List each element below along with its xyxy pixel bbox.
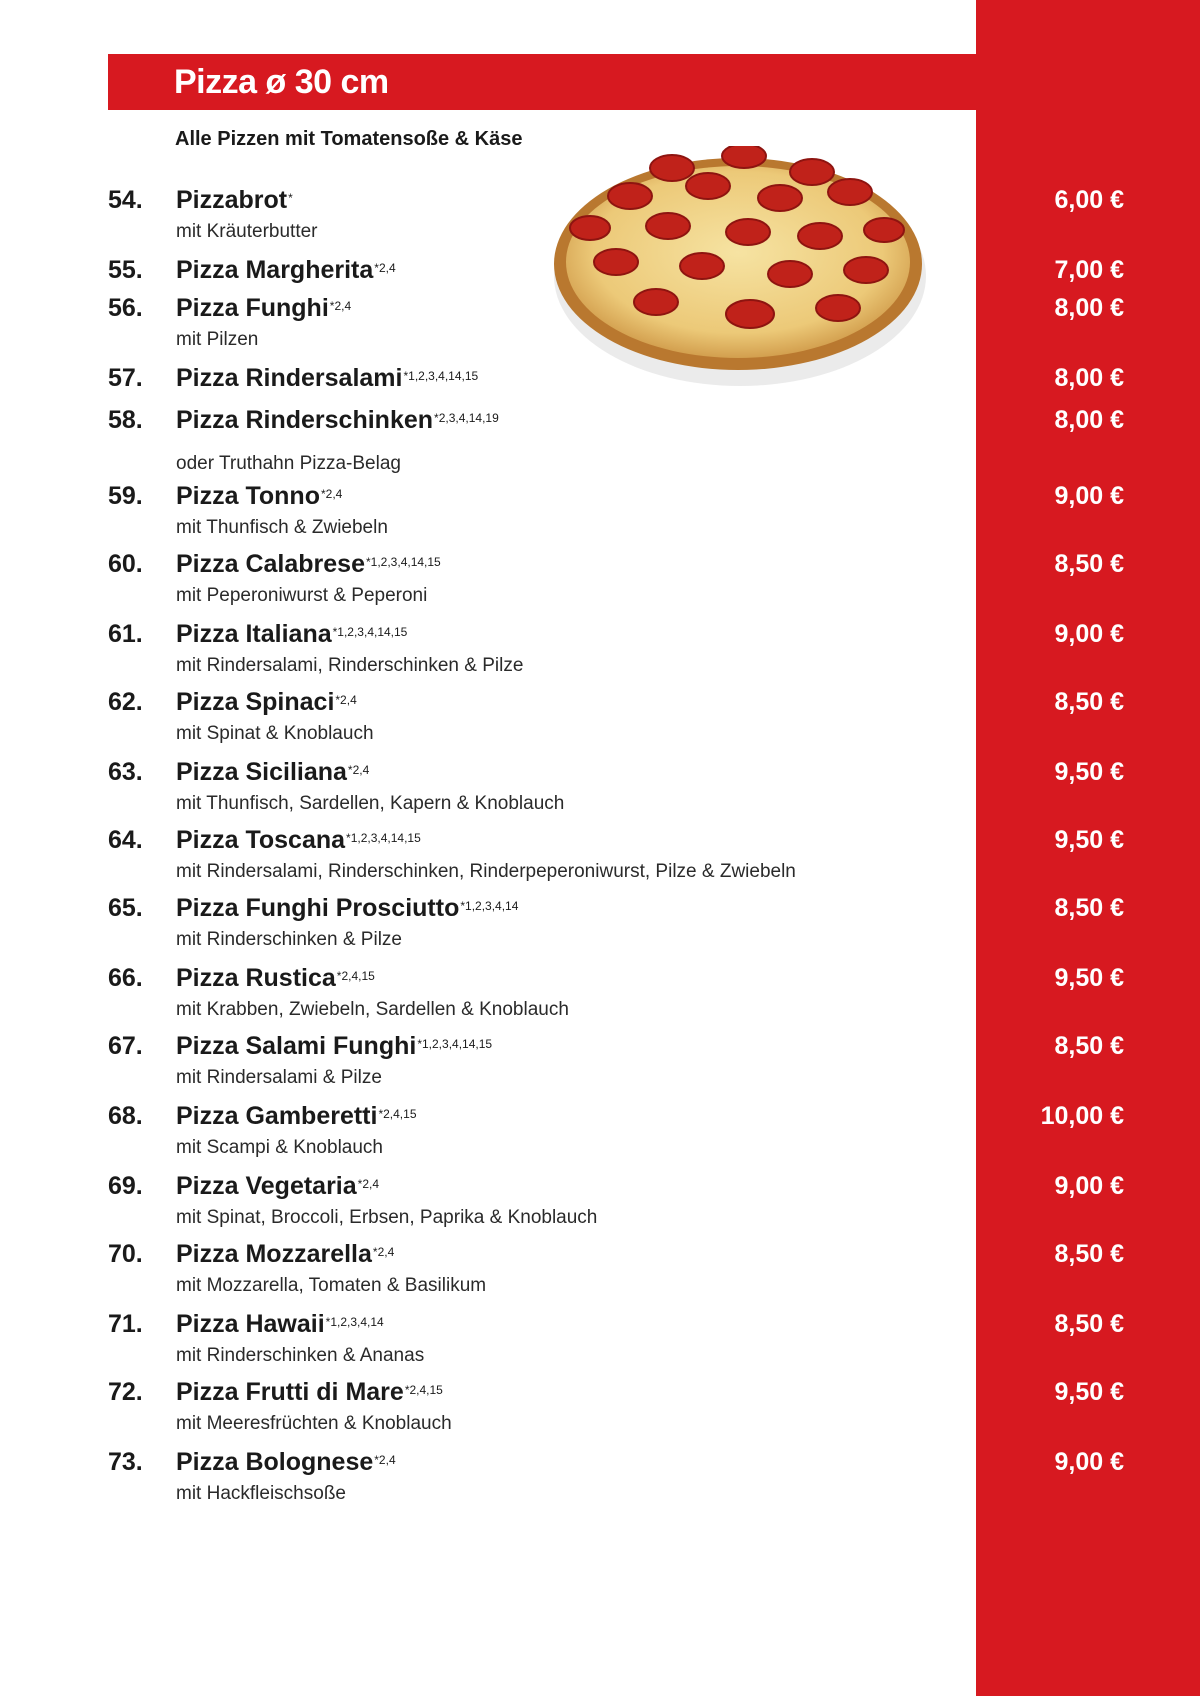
allergen-codes: *2,4 <box>357 1177 380 1191</box>
menu-item <box>0 1030 1200 1104</box>
item-name <box>176 824 421 856</box>
allergen-codes: * <box>288 191 293 205</box>
menu-item <box>0 548 1200 622</box>
item-description: mit Rindersalami, Rinderschinken, Rinderpeperoniwurst, Pilze & Zwiebeln <box>176 861 796 882</box>
item-name <box>176 892 518 924</box>
item-number: 60. <box>108 550 143 578</box>
item-number: 59. <box>108 482 143 510</box>
menu-item <box>0 756 1200 830</box>
item-name-text: Pizza Toscana <box>176 826 346 854</box>
item-name-text: Pizza Margherita <box>176 256 374 284</box>
item-name-text: Pizzabrot <box>176 186 288 214</box>
item-name <box>176 362 478 394</box>
item-name-text: Pizza Gamberetti <box>176 1102 378 1130</box>
item-number: 56. <box>108 294 143 322</box>
item-name-text: Pizza Funghi Prosciutto <box>176 894 460 922</box>
allergen-codes: *2,4,15 <box>404 1383 443 1397</box>
item-name <box>176 962 375 994</box>
item-name <box>176 184 293 216</box>
allergen-codes: *2,4 <box>329 299 352 313</box>
item-price: 8,50 € <box>1054 1240 1124 1268</box>
item-name-text: Pizza Hawaii <box>176 1310 325 1338</box>
allergen-codes: *2,3,4,14,19 <box>434 411 499 425</box>
item-price: 9,50 € <box>1054 758 1124 786</box>
item-name-text: Pizza Spinaci <box>176 688 335 716</box>
allergen-codes: *1,2,3,4,14,15 <box>346 831 421 845</box>
item-price: 9,00 € <box>1054 1448 1124 1476</box>
item-name-text: Pizza Vegetaria <box>176 1172 357 1200</box>
item-description: mit Thunfisch, Sardellen, Kapern & Knoblauch <box>176 793 565 814</box>
item-description: mit Pilzen <box>176 329 259 350</box>
item-price: 9,00 € <box>1054 1172 1124 1200</box>
item-number: 72. <box>108 1378 143 1406</box>
item-description: mit Spinat & Knoblauch <box>176 723 374 744</box>
menu-item <box>0 686 1200 760</box>
menu-item <box>0 1170 1200 1244</box>
item-name <box>176 548 441 580</box>
item-name-text: Pizza Calabrese <box>176 550 365 578</box>
menu-item <box>0 1446 1200 1520</box>
item-name <box>176 756 369 788</box>
allergen-codes: *1,2,3,4,14,15 <box>366 555 441 569</box>
item-number: 70. <box>108 1240 143 1268</box>
item-name-text: Pizza Bolognese <box>176 1448 374 1476</box>
item-name <box>176 1376 443 1408</box>
item-price: 8,00 € <box>1054 364 1124 392</box>
allergen-codes: *1,2,3,4,14 <box>460 899 519 913</box>
item-number: 68. <box>108 1102 143 1130</box>
item-price: 10,00 € <box>1040 1102 1124 1130</box>
item-description: mit Rindersalami, Rinderschinken & Pilze <box>176 655 524 676</box>
item-number: 67. <box>108 1032 143 1060</box>
item-name <box>176 1308 384 1340</box>
item-number: 64. <box>108 826 143 854</box>
item-name <box>176 618 407 650</box>
page-title: Pizza ø 30 cm <box>174 63 389 101</box>
item-price: 7,00 € <box>1054 256 1124 284</box>
menu-item <box>0 184 1200 258</box>
item-name <box>176 292 351 324</box>
item-description: mit Hackfleischsoße <box>176 1483 346 1504</box>
item-number: 55. <box>108 256 143 284</box>
item-price: 8,50 € <box>1054 688 1124 716</box>
allergen-codes: *2,4 <box>374 1453 396 1467</box>
item-description: mit Rinderschinken & Ananas <box>176 1345 425 1366</box>
allergen-codes: *1,2,3,4,14,15 <box>417 1037 493 1051</box>
item-price: 9,50 € <box>1054 826 1124 854</box>
item-name <box>176 1100 417 1132</box>
item-number: 73. <box>108 1448 143 1476</box>
item-name <box>176 404 499 436</box>
item-name-text: Pizza Tonno <box>176 482 320 510</box>
item-name <box>176 1030 492 1062</box>
item-price: 8,50 € <box>1054 1310 1124 1338</box>
item-price: 9,00 € <box>1054 620 1124 648</box>
item-price: 9,50 € <box>1054 964 1124 992</box>
item-price: 8,50 € <box>1054 550 1124 578</box>
menu-item <box>0 480 1200 554</box>
item-number: 58. <box>108 406 143 434</box>
menu-item <box>0 962 1200 1036</box>
subtitle: Alle Pizzen mit Tomatensoße & Käse <box>175 128 523 150</box>
menu-item <box>0 824 1200 898</box>
item-description: mit Thunfisch & Zwiebeln <box>176 517 388 538</box>
item-description: mit Peperoniwurst & Peperoni <box>176 585 428 606</box>
allergen-codes: *2,4,15 <box>378 1107 417 1121</box>
item-number: 57. <box>108 364 143 392</box>
item-name-text: Pizza Rinderschinken <box>176 406 434 434</box>
item-description: oder Truthahn Pizza-Belag <box>176 453 401 474</box>
allergen-codes: *2,4 <box>372 1245 395 1259</box>
menu-item <box>0 1238 1200 1312</box>
item-name <box>176 254 396 286</box>
item-name <box>176 480 342 512</box>
menu-item <box>0 1308 1200 1382</box>
item-number: 63. <box>108 758 143 786</box>
item-name-text: Pizza Salami Funghi <box>176 1032 417 1060</box>
item-number: 54. <box>108 186 143 214</box>
item-name <box>176 1170 379 1202</box>
item-description: mit Rinderschinken & Pilze <box>176 929 402 950</box>
item-name-text: Pizza Frutti di Mare <box>176 1378 404 1406</box>
item-number: 62. <box>108 688 143 716</box>
menu-item <box>0 292 1200 366</box>
item-name <box>176 686 357 718</box>
item-name-text: Pizza Mozzarella <box>176 1240 372 1268</box>
item-price: 8,00 € <box>1054 294 1124 322</box>
allergen-codes: *1,2,3,4,14,15 <box>403 369 479 383</box>
item-number: 66. <box>108 964 143 992</box>
item-price: 8,50 € <box>1054 894 1124 922</box>
allergen-codes: *2,4,15 <box>336 969 375 983</box>
item-name-text: Pizza Italiana <box>176 620 332 648</box>
menu-item <box>0 892 1200 966</box>
item-number: 69. <box>108 1172 143 1200</box>
allergen-codes: *2,4 <box>347 763 370 777</box>
item-price: 8,00 € <box>1054 406 1124 434</box>
item-description: mit Meeresfrüchten & Knoblauch <box>176 1413 452 1434</box>
item-name-text: Pizza Rindersalami <box>176 364 403 392</box>
menu-item <box>0 1100 1200 1174</box>
item-description: mit Kräuterbutter <box>176 221 318 242</box>
item-price: 8,50 € <box>1054 1032 1124 1060</box>
item-name-text: Pizza Rustica <box>176 964 336 992</box>
menu-item <box>0 1376 1200 1450</box>
menu-item <box>0 618 1200 692</box>
item-name-text: Pizza Siciliana <box>176 758 347 786</box>
item-price: 6,00 € <box>1054 186 1124 214</box>
item-number: 71. <box>108 1310 143 1338</box>
item-description: mit Mozzarella, Tomaten & Basilikum <box>176 1275 487 1296</box>
title-bar <box>108 54 976 110</box>
item-name <box>176 1238 394 1270</box>
menu-item <box>0 404 1200 478</box>
item-name-text: Pizza Funghi <box>176 294 329 322</box>
allergen-codes: *1,2,3,4,14,15 <box>332 625 408 639</box>
item-name <box>176 1446 396 1478</box>
item-number: 61. <box>108 620 143 648</box>
item-number: 65. <box>108 894 143 922</box>
item-description: mit Krabben, Zwiebeln, Sardellen & Knoblauch <box>176 999 569 1020</box>
item-description: mit Scampi & Knoblauch <box>176 1137 383 1158</box>
allergen-codes: *2,4 <box>335 693 357 707</box>
allergen-codes: *1,2,3,4,14 <box>325 1315 384 1329</box>
allergen-codes: *2,4 <box>374 261 396 275</box>
item-description: mit Rindersalami & Pilze <box>176 1067 382 1088</box>
allergen-codes: *2,4 <box>320 487 343 501</box>
item-description: mit Spinat, Broccoli, Erbsen, Paprika & Knoblauch <box>176 1207 598 1228</box>
item-price: 9,50 € <box>1054 1378 1124 1406</box>
item-price: 9,00 € <box>1054 482 1124 510</box>
